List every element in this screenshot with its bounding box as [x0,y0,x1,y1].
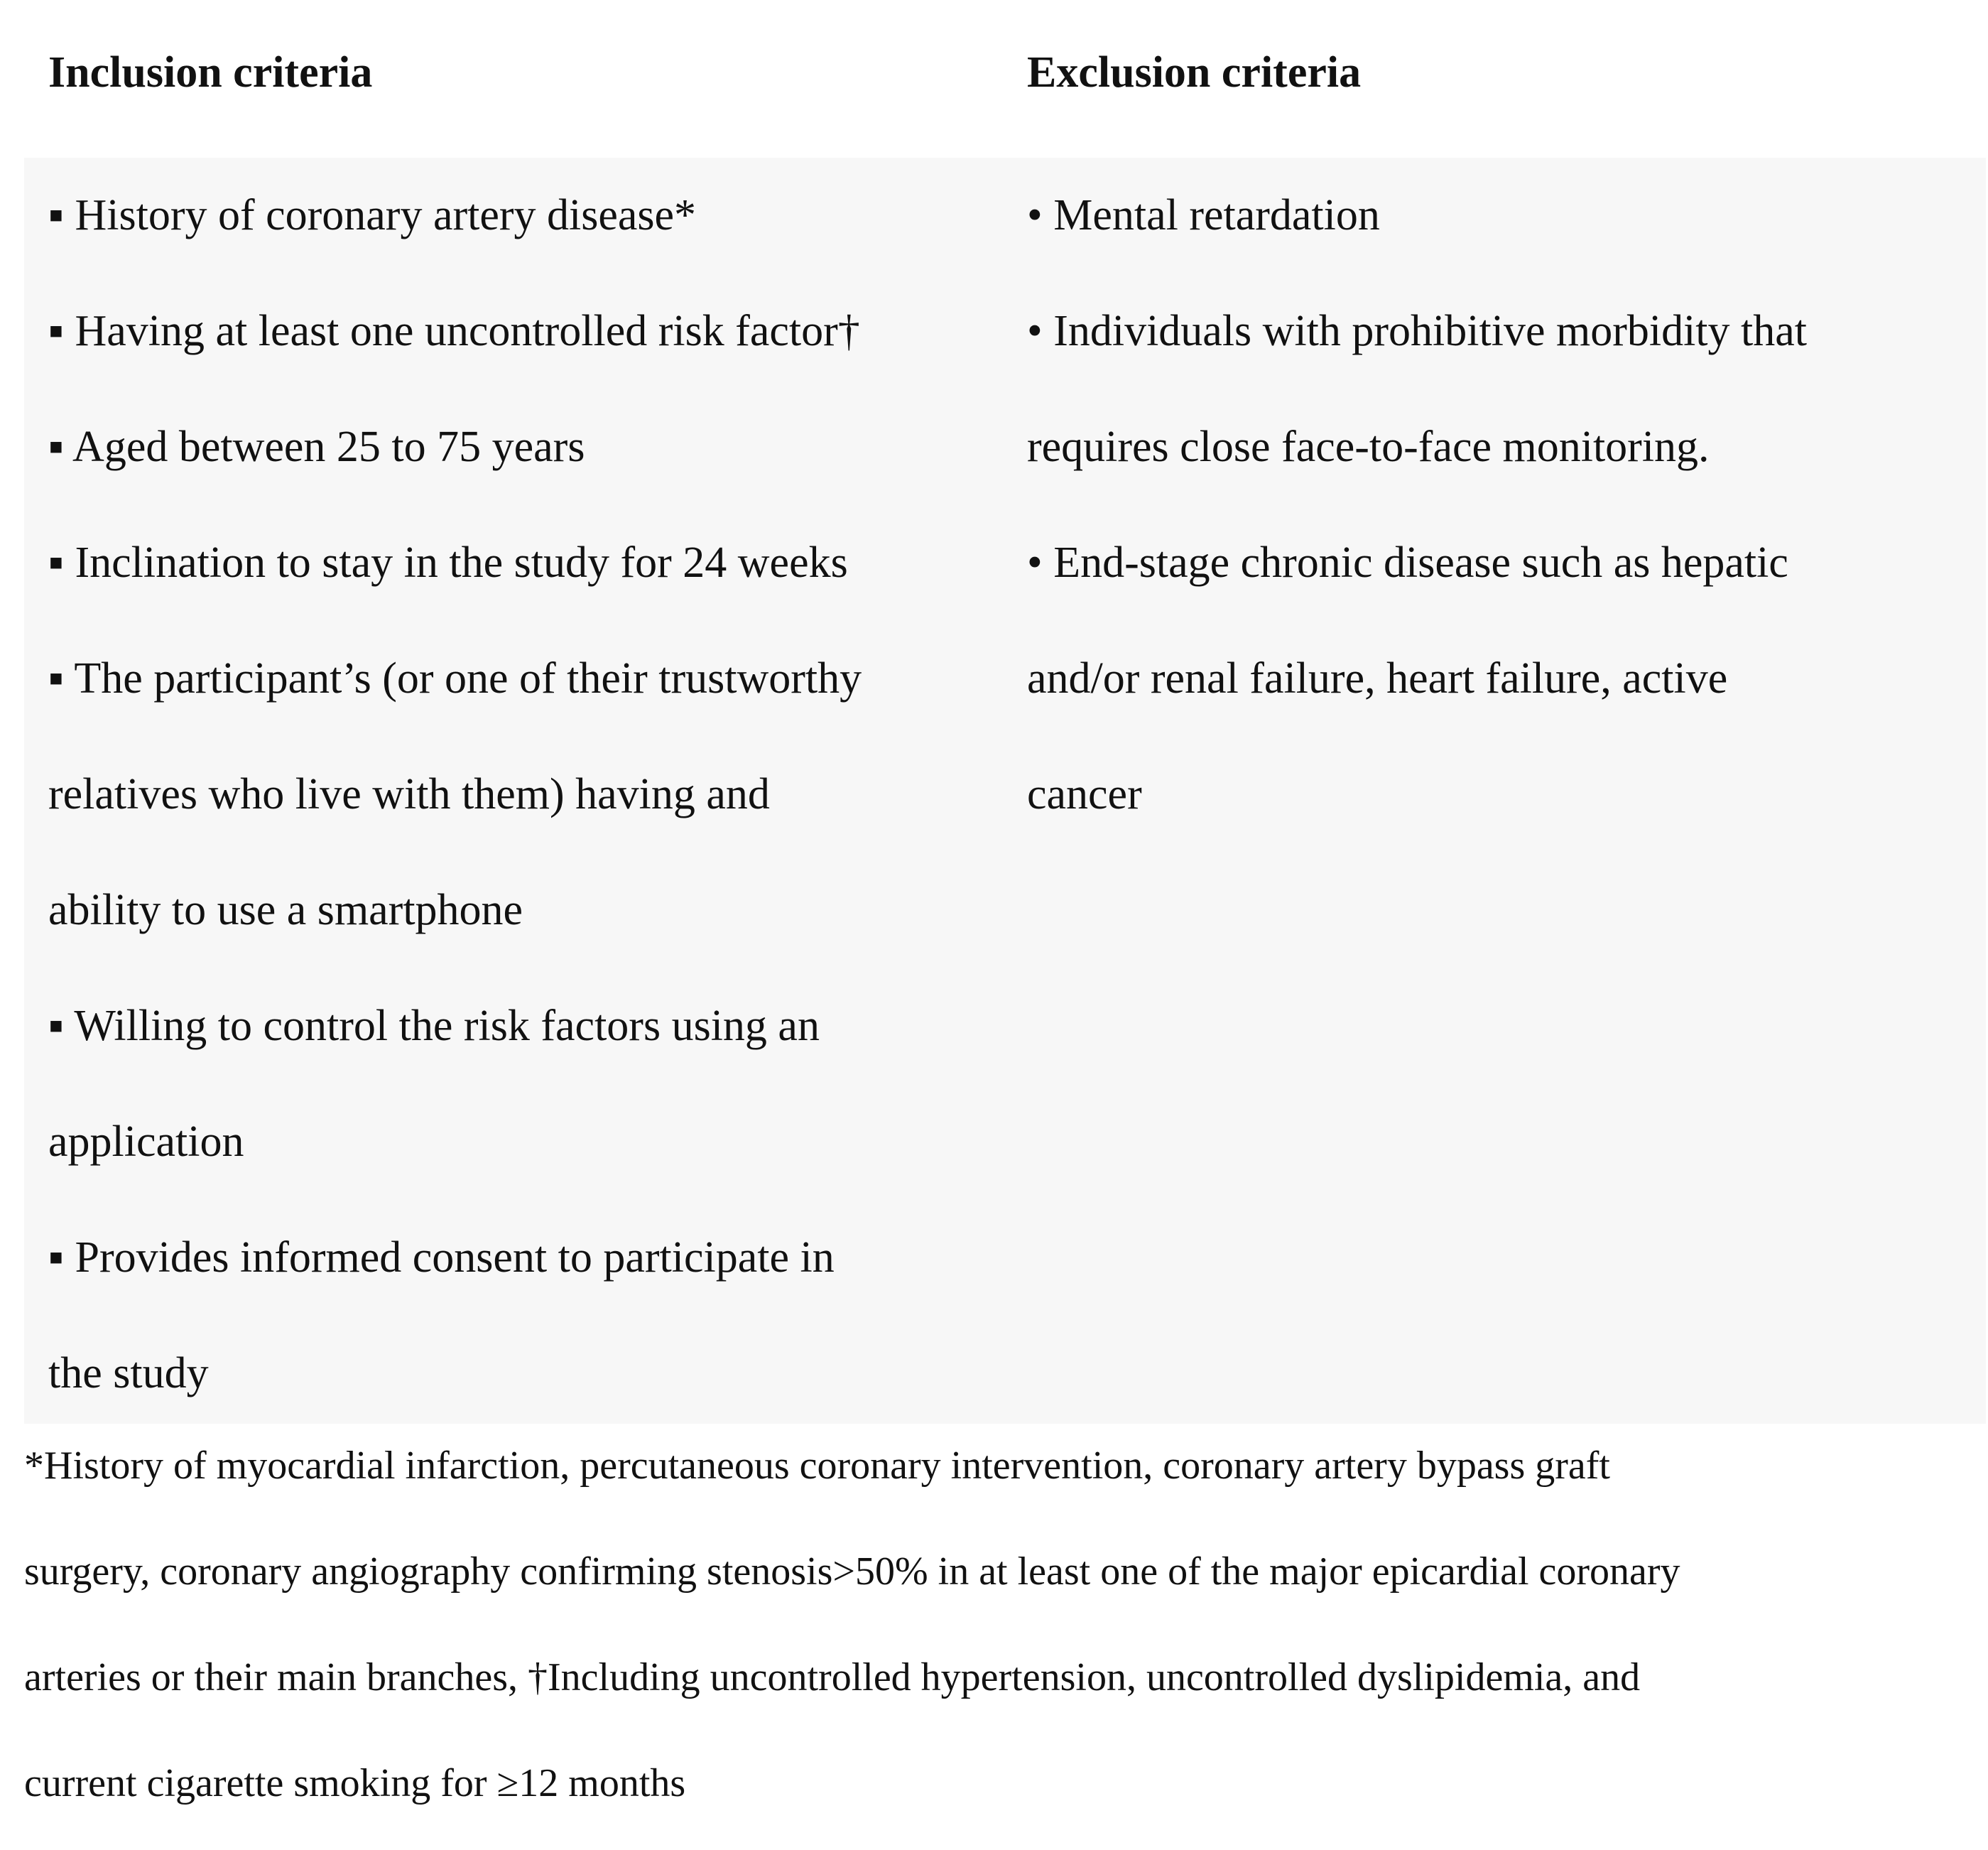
criteria-table-body [24,158,1986,1424]
footnote-line: current cigarette smoking for ≥12 months [24,1761,686,1805]
footnote-line: surgery, coronary angiography confirming stenosis>50% in at least one of the major epicardial coronary [24,1549,1680,1594]
exclusion-line: • Mental retardation [1027,191,1380,239]
inclusion-line: ▪ The participant’s (or one of their trustworthy [48,654,862,703]
inclusion-line: ▪ Willing to control the risk factors using an [48,1002,820,1050]
inclusion-line: ▪ Having at least one uncontrolled risk factor† [48,307,860,355]
inclusion-line: relatives who live with them) having and [48,770,770,818]
table-header [0,0,1988,156]
exclusion-line: requires close face-to-face monitoring. [1027,423,1710,471]
inclusion-line: ▪ Inclination to stay in the study for 24 weeks [48,539,848,587]
inclusion-line: the study [48,1349,209,1397]
inclusion-line: ability to use a smartphone [48,886,523,934]
inclusion-line: ▪ History of coronary artery disease* [48,191,697,239]
exclusion-line: • Individuals with prohibitive morbidity that [1027,307,1807,355]
inclusion-line: application [48,1118,244,1166]
exclusion-line: cancer [1027,770,1142,818]
exclusion-line: • End-stage chronic disease such as hepatic [1027,539,1788,587]
exclusion-criteria-heading: Exclusion criteria [1027,48,1362,97]
exclusion-criteria-column [1027,158,1979,853]
inclusion-line: ▪ Provides informed consent to participate in [48,1233,835,1282]
inclusion-criteria-column [48,158,1007,1432]
exclusion-line: and/or renal failure, heart failure, active [1027,654,1728,703]
footnote-line: *History of myocardial infarction, percutaneous coronary intervention, coronary artery bypass graft [24,1444,1610,1488]
inclusion-criteria-heading: Inclusion criteria [48,48,373,97]
table-footnote [24,1427,1970,1850]
inclusion-line: ▪ Aged between 25 to 75 years [48,423,585,471]
footnote-line: arteries or their main branches, †Including uncontrolled hypertension, uncontrolled dyslipidemia, and [24,1655,1641,1699]
